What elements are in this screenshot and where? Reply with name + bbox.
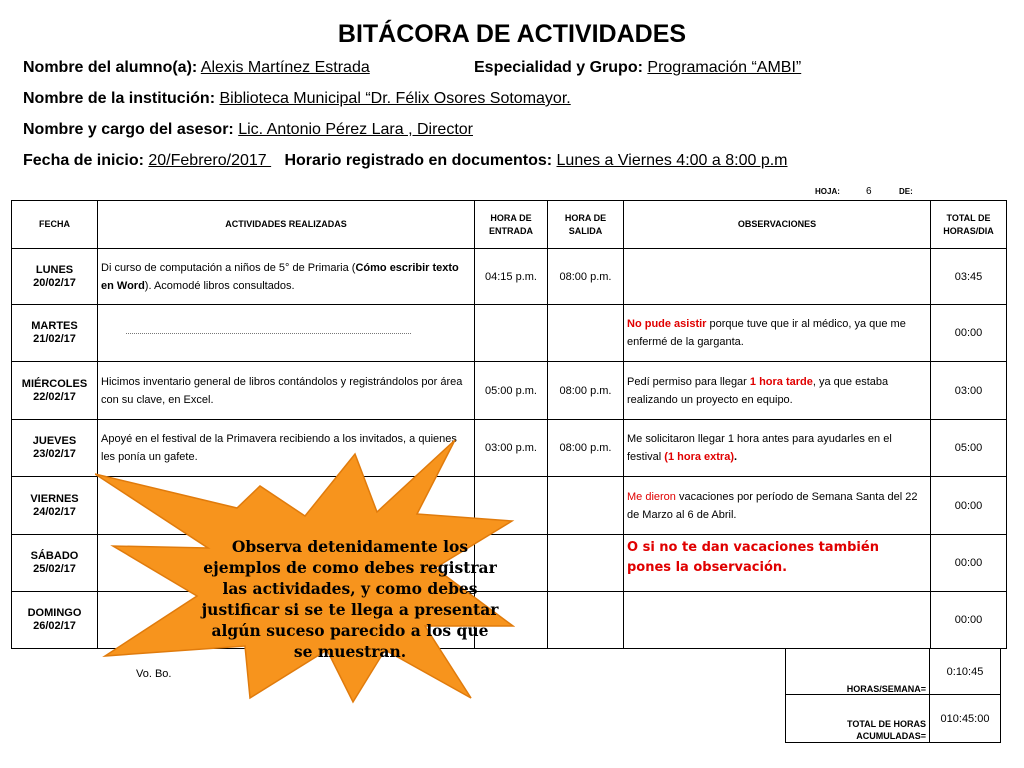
observation-cell — [624, 362, 931, 420]
total-cell: 00:00 — [931, 477, 1007, 535]
hoja-label: HOJA: — [815, 187, 840, 196]
activity-text: ). Acomodé libros consultados. — [144, 279, 295, 292]
salida-cell: 08:00 p.m. — [548, 420, 624, 477]
salida-cell — [548, 535, 624, 592]
table-row — [12, 362, 1007, 420]
activity-cell: Hicimos inventario general de libros contándolos y registrándolos por área con su clave, en Excel. — [98, 362, 475, 420]
day-date: 22/02/17 — [33, 390, 76, 403]
observation-highlight: No pude asistir — [627, 318, 707, 330]
observation-cell — [624, 535, 931, 592]
total-cell: 03:00 — [931, 362, 1007, 420]
date-cell — [12, 535, 98, 592]
horario-value: Lunes a Viernes 4:00 a 8:00 p.m — [556, 152, 788, 169]
observation-highlight: (1 hora extra) — [664, 451, 734, 463]
total-cell: 05:00 — [931, 420, 1007, 477]
header-fecha: FECHA — [12, 201, 98, 249]
observation-text: vacaciones por período de Semana Santa del 22 de Marzo al 6 de Abril. — [627, 490, 918, 521]
activity-text: Di curso de computación a niños de 5° de Primaria ( — [101, 261, 356, 274]
asesor-value: Lic. Antonio Pérez Lara , Director — [238, 121, 473, 138]
salida-cell: 08:00 p.m. — [548, 362, 624, 420]
especialidad-line — [474, 59, 801, 77]
header-entrada: HORA DE ENTRADA — [475, 201, 548, 249]
especialidad-value: Programación “AMBI” — [647, 59, 802, 76]
alumno-line — [23, 59, 370, 77]
entrada-cell: 03:00 p.m. — [475, 420, 548, 477]
salida-cell — [548, 592, 624, 649]
acumuladas-value: 010:45:00 — [930, 695, 1001, 743]
observation-text: , ya que estaba realizando un proyecto en equipo. — [627, 375, 889, 406]
fecha-line — [23, 152, 788, 170]
date-cell — [12, 592, 98, 649]
observation-text: . — [734, 451, 738, 463]
day-date: 24/02/17 — [33, 505, 76, 518]
alumno-label: Nombre del alumno(a): — [23, 59, 198, 76]
day-name: VIERNES — [30, 492, 79, 505]
entrada-cell: 04:15 p.m. — [475, 249, 548, 305]
day-date: 26/02/17 — [33, 620, 76, 632]
fecha-value: 20/Febrero/2017 — [148, 152, 272, 169]
entrada-cell — [475, 305, 548, 362]
activity-cell: Apoyé en el festival de la Primavera recibiendo a los invitados, a quienes les ponía un gafete. — [98, 420, 475, 477]
institucion-line — [23, 90, 571, 108]
table-row — [12, 305, 1007, 362]
total-cell: 00:00 — [931, 535, 1007, 592]
header-total: TOTAL DE HORAS/DIA — [931, 201, 1007, 249]
table-header-row — [12, 201, 1007, 249]
day-name: MIÉRCOLES — [21, 377, 88, 390]
day-name: SÁBADO — [30, 550, 79, 562]
observation-text: Me solicitaron llegar 1 hora antes para ayudarles en el festival — [627, 433, 892, 463]
day-name: DOMINGO — [27, 607, 82, 619]
date-cell — [12, 305, 98, 362]
horas-semana-label: HORAS/SEMANA= — [786, 649, 930, 695]
callout-text: Observa detenidamente los ejemplos de como debes registrar las actividades, y como debes justificar si se te llega a presentar algún suceso parecido a los que se muestran. — [201, 537, 499, 661]
fecha-label: Fecha de inicio: — [23, 152, 144, 169]
observation-text: porque tuve que ir al médico, ya que me enfermé de la garganta. — [627, 318, 906, 348]
date-cell — [12, 477, 98, 535]
activity-bold-text: Cómo escribir texto en Word — [101, 261, 459, 292]
entrada-cell: 05:00 p.m. — [475, 362, 548, 420]
observation-highlight: 1 hora tarde — [749, 375, 813, 388]
activity-cell — [98, 249, 475, 305]
hoja-value: 6 — [866, 186, 872, 197]
day-date: 23/02/17 — [33, 448, 76, 460]
day-date: 21/02/17 — [33, 333, 76, 345]
page-title: BITÁCORA DE ACTIVIDADES — [337, 20, 687, 48]
total-cell: 00:00 — [931, 305, 1007, 362]
salida-cell: 08:00 p.m. — [548, 249, 624, 305]
especialidad-label: Especialidad y Grupo: — [474, 59, 643, 76]
header-observaciones: OBSERVACIONES — [624, 201, 931, 249]
salida-cell — [548, 305, 624, 362]
table-row — [12, 249, 1007, 305]
observation-cell — [624, 477, 931, 535]
hoja-de-label: DE: — [899, 187, 913, 196]
weekly-summary — [785, 648, 1001, 743]
institucion-label: Nombre de la institución: — [23, 90, 216, 107]
acumuladas-label: TOTAL DE HORAS ACUMULADAS= — [786, 695, 930, 743]
observation-highlight: O si no te dan vacaciones también pones la observación. — [627, 540, 879, 575]
day-name: MARTES — [31, 320, 78, 332]
blank-line — [126, 333, 411, 334]
header-actividades: ACTIVIDADES REALIZADAS — [98, 201, 475, 249]
salida-cell — [548, 477, 624, 535]
day-date: 20/02/17 — [33, 276, 76, 289]
total-cell: 00:00 — [931, 592, 1007, 649]
date-cell — [12, 362, 98, 420]
activity-cell — [98, 305, 475, 362]
alumno-value: Alexis Martínez Estrada — [200, 59, 370, 76]
date-cell — [12, 249, 98, 305]
observation-cell — [624, 249, 931, 305]
observation-text: Pedí permiso para llegar — [627, 375, 750, 388]
observation-cell — [624, 420, 931, 477]
day-name: LUNES — [35, 263, 74, 276]
horas-semana-value: 0:10:45 — [930, 649, 1001, 695]
vobo-label: Vo. Bo. — [136, 668, 172, 680]
header-salida: HORA DE SALIDA — [548, 201, 624, 249]
asesor-label: Nombre y cargo del asesor: — [23, 121, 234, 138]
observation-highlight: Me dieron — [627, 490, 676, 503]
observation-cell — [624, 305, 931, 362]
total-cell: 03:45 — [931, 249, 1007, 305]
institucion-value: Biblioteca Municipal “Dr. Félix Osores Sotomayor. — [219, 90, 571, 107]
horario-label: Horario registrado en documentos: — [284, 152, 553, 169]
observation-cell — [624, 592, 931, 649]
asesor-line — [23, 121, 473, 139]
day-date: 25/02/17 — [33, 563, 76, 575]
date-cell — [12, 420, 98, 477]
day-name: JUEVES — [32, 435, 77, 447]
